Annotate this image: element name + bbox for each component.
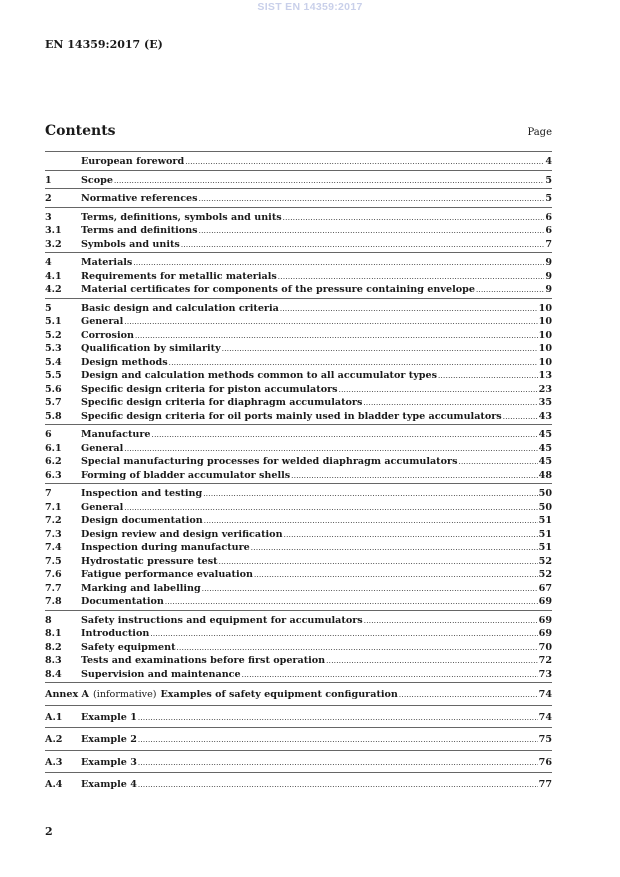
toc-entry-title: Design and calculation methods common to all accumulator types <box>81 370 437 381</box>
toc-entry[interactable] <box>45 733 552 747</box>
toc-entry-number: 3.2 <box>45 238 62 250</box>
toc-section <box>45 483 552 610</box>
toc-entry[interactable] <box>45 342 552 356</box>
toc-entry-title: Specific design criteria for oil ports mainly used in bladder type accumulators <box>81 410 502 422</box>
toc-leader-dots <box>199 193 545 207</box>
toc-entry-number: 5.8 <box>45 410 62 422</box>
toc-leader-dots <box>138 712 538 726</box>
toc-section <box>45 151 552 170</box>
toc-leader-dots <box>177 642 538 656</box>
toc-entry-number: 3.1 <box>45 225 62 236</box>
toc-entry-number: 5.7 <box>45 397 62 408</box>
toc-entry-page: 74 <box>538 689 552 700</box>
toc-entry-page: 45 <box>538 442 552 454</box>
toc-entry-title: Design review and design verification <box>81 528 283 540</box>
toc-entry[interactable] <box>45 270 552 284</box>
toc-entry-page: 51 <box>538 528 552 540</box>
toc-entry-page: 52 <box>538 555 552 567</box>
toc-entry-page: 69 <box>538 628 552 639</box>
toc-entry-number: 7.3 <box>45 528 62 540</box>
toc-entry-number: 6 <box>45 429 52 440</box>
toc-entry[interactable] <box>45 568 552 582</box>
toc-leader-dots <box>199 225 545 239</box>
toc-leader-dots <box>364 615 538 629</box>
toc-leader-dots <box>138 757 538 771</box>
toc-entry-page: 67 <box>538 582 552 594</box>
toc-section <box>45 207 552 253</box>
toc-entry-page: 10 <box>538 302 552 314</box>
toc-entry-title: Design methods <box>81 356 168 368</box>
toc-entry-title: Inspection and testing <box>81 488 203 499</box>
toc-entry-title: Safety instructions and equipment for accumulators <box>81 614 363 626</box>
toc-entry[interactable] <box>45 428 552 442</box>
toc-leader-dots <box>339 384 538 398</box>
toc-entry-number: 8 <box>45 614 52 626</box>
toc-entry-title: Scope <box>81 174 113 186</box>
toc-section <box>45 727 552 750</box>
toc-leader-dots <box>399 689 538 703</box>
toc-entry-page: 5 <box>545 174 552 186</box>
page-number: 2 <box>45 825 53 838</box>
toc-entry-page: 77 <box>538 779 552 790</box>
toc-leader-dots <box>476 284 544 298</box>
toc-entry-number: 6.1 <box>45 442 62 454</box>
toc-entry-title: Documentation <box>81 596 164 607</box>
toc-entry-number: 8.3 <box>45 655 62 666</box>
toc-entry[interactable] <box>45 469 552 483</box>
toc-entry-number: 1 <box>45 174 52 186</box>
toc-leader-dots <box>219 556 538 570</box>
toc-entry-title: Basic design and calculation criteria <box>81 302 279 314</box>
toc-leader-dots <box>138 779 538 793</box>
toc-entry-title: Requirements for metallic materials <box>81 270 277 282</box>
toc-entry[interactable] <box>45 369 552 383</box>
toc-entry[interactable] <box>45 487 552 501</box>
toc-entry-title: Normative references <box>81 193 198 204</box>
toc-section <box>45 188 552 207</box>
toc-leader-dots <box>278 271 545 285</box>
toc-entry-number: 4.1 <box>45 270 62 282</box>
toc-entry-title: Marking and labelling <box>81 582 201 594</box>
toc-entry-number: 7.6 <box>45 569 62 580</box>
toc-entry-title: Introduction <box>81 628 150 639</box>
toc-section <box>45 170 552 189</box>
toc-entry-page: 4 <box>545 156 552 167</box>
toc-entry-page: 43 <box>538 410 552 422</box>
toc-entry-title: Example 3 <box>81 756 137 768</box>
watermark: SIST EN 14359:2017 <box>257 1 363 13</box>
toc-entry-page: 72 <box>538 655 552 666</box>
toc-entry[interactable] <box>45 778 552 792</box>
toc-leader-dots <box>124 502 537 516</box>
toc-entry-number: 5.5 <box>45 370 62 381</box>
toc-entry-title: Qualification by similarity <box>81 343 221 354</box>
toc-entry-page: 52 <box>538 569 552 580</box>
toc-entry[interactable] <box>45 756 552 770</box>
toc-leader-dots <box>185 156 544 170</box>
toc-entry-page: 51 <box>538 515 552 526</box>
toc-entry-title: Example 4 <box>81 779 137 790</box>
toc-leader-dots <box>169 357 538 371</box>
toc-entry-page: 6 <box>545 225 552 236</box>
toc-leader-dots <box>165 596 538 610</box>
toc-leader-dots <box>242 669 538 683</box>
toc-entry-number: 5.1 <box>45 316 62 327</box>
toc-leader-dots <box>503 411 538 425</box>
toc-entry-page: 69 <box>538 596 552 607</box>
toc-leader-dots <box>280 303 538 317</box>
toc-entry-number: 7 <box>45 488 52 499</box>
table-of-contents <box>45 151 552 795</box>
toc-entry-title: Design documentation <box>81 515 203 526</box>
toc-leader-dots <box>124 316 537 330</box>
toc-leader-dots <box>363 397 537 411</box>
toc-entry[interactable] <box>45 614 552 628</box>
toc-entry-page: 75 <box>538 734 552 745</box>
toc-entry[interactable] <box>45 528 552 542</box>
toc-entry[interactable] <box>45 174 552 188</box>
toc-entry-number: 3 <box>45 211 52 223</box>
toc-entry[interactable] <box>45 192 552 206</box>
toc-entry-title: Material certificates for components of the pressure containing envelope <box>81 284 475 295</box>
document-reference: EN 14359:2017 (E) <box>45 38 163 51</box>
toc-entry-title: Tests and examinations before first operation <box>81 655 326 666</box>
toc-entry-page: 48 <box>538 469 552 481</box>
toc-entry[interactable] <box>45 654 552 668</box>
toc-entry-page: 5 <box>545 193 552 204</box>
toc-entry-title: Fatigue performance evaluation <box>81 569 253 580</box>
toc-leader-dots <box>284 529 538 543</box>
toc-entry-title: General <box>81 442 124 454</box>
toc-entry[interactable] <box>45 711 552 725</box>
toc-leader-dots <box>222 343 538 357</box>
toc-entry-number: 7.7 <box>45 582 62 594</box>
toc-entry[interactable] <box>45 442 552 456</box>
toc-entry[interactable] <box>45 283 552 297</box>
toc-entry[interactable] <box>45 668 552 682</box>
toc-entry[interactable] <box>45 688 552 702</box>
toc-section <box>45 424 552 483</box>
toc-leader-dots <box>150 628 537 642</box>
toc-entry-number: 6.3 <box>45 469 62 481</box>
toc-section <box>45 252 552 298</box>
toc-section <box>45 682 552 705</box>
toc-entry-number: 7.2 <box>45 515 62 526</box>
toc-entry[interactable] <box>45 329 552 343</box>
toc-entry-page: 13 <box>538 370 552 381</box>
toc-entry[interactable] <box>45 302 552 316</box>
toc-entry[interactable] <box>45 396 552 410</box>
toc-entry-page: 74 <box>538 711 552 723</box>
toc-entry-page: 45 <box>538 456 552 467</box>
toc-leader-dots <box>291 470 537 484</box>
toc-entry-number: 4 <box>45 257 52 268</box>
toc-entry-number: 7.4 <box>45 542 62 553</box>
toc-entry[interactable] <box>45 256 552 270</box>
toc-entry-number: 8.1 <box>45 628 62 639</box>
contents-heading: Contents <box>45 123 116 139</box>
toc-entry-title: Special manufacturing processes for welded diaphragm accumulators <box>81 456 458 467</box>
toc-entry-page: 9 <box>545 284 552 295</box>
toc-entry-title: Terms, definitions, symbols and units <box>81 211 282 223</box>
toc-entry-page: 7 <box>545 238 552 250</box>
toc-entry-page: 45 <box>538 429 552 440</box>
toc-entry-title: Example 2 <box>81 734 137 745</box>
toc-entry-title: Forming of bladder accumulator shells <box>81 469 291 481</box>
toc-entry-title: Hydrostatic pressure test <box>81 555 218 567</box>
toc-entry-page: 69 <box>538 614 552 626</box>
toc-entry-title: Specific design criteria for diaphragm accumulators <box>81 397 363 408</box>
toc-entry-number: A.1 <box>45 711 63 723</box>
toc-entry-number: 8.4 <box>45 668 62 680</box>
toc-entry-title: Supervision and maintenance <box>81 668 241 680</box>
toc-leader-dots <box>181 239 544 253</box>
toc-entry-page: 50 <box>538 488 552 499</box>
toc-entry-number: 4.2 <box>45 284 62 295</box>
toc-entry-number: A.2 <box>45 734 63 745</box>
toc-section <box>45 750 552 773</box>
toc-entry-title: General <box>81 501 124 513</box>
toc-entry-number: 7.5 <box>45 555 62 567</box>
toc-entry-number: A.4 <box>45 779 63 790</box>
toc-entry[interactable] <box>45 555 552 569</box>
toc-entry-page: 70 <box>538 641 552 653</box>
toc-entry-page: 23 <box>538 383 552 395</box>
toc-entry[interactable] <box>45 514 552 528</box>
toc-entry[interactable] <box>45 383 552 397</box>
toc-entry-number: A.3 <box>45 756 63 768</box>
toc-leader-dots <box>283 212 545 226</box>
toc-entry-page: 9 <box>545 270 552 282</box>
toc-entry-number: 5.4 <box>45 356 62 368</box>
toc-entry-title: Examples of safety equipment configuration <box>160 689 398 700</box>
toc-entry-number: 5.2 <box>45 329 62 341</box>
toc-entry-title: Safety equipment <box>81 641 176 653</box>
toc-entry-number: 8.2 <box>45 641 62 653</box>
toc-entry-title: Inspection during manufacture <box>81 542 250 553</box>
toc-entry[interactable] <box>45 155 552 169</box>
toc-leader-dots <box>458 456 537 470</box>
toc-entry[interactable] <box>45 224 552 238</box>
toc-entry-title: General <box>81 316 124 327</box>
toc-entry-number: 2 <box>45 193 52 204</box>
toc-entry-page: 10 <box>538 356 552 368</box>
toc-entry-page: 10 <box>538 316 552 327</box>
toc-leader-dots <box>254 569 538 583</box>
toc-entry[interactable] <box>45 501 552 515</box>
toc-entry-title: Manufacture <box>81 429 151 440</box>
toc-section <box>45 772 552 795</box>
toc-entry[interactable] <box>45 595 552 609</box>
toc-entry-title: Specific design criteria for piston accumulators <box>81 383 338 395</box>
toc-leader-dots <box>202 583 538 597</box>
toc-entry-page: 6 <box>545 211 552 223</box>
toc-leader-dots <box>114 175 544 189</box>
toc-entry[interactable] <box>45 238 552 252</box>
toc-entry[interactable] <box>45 541 552 555</box>
toc-entry-page: 10 <box>538 343 552 354</box>
toc-entry-page: 50 <box>538 501 552 513</box>
toc-section <box>45 298 552 425</box>
toc-section <box>45 610 552 683</box>
toc-leader-dots <box>203 488 537 502</box>
toc-entry-title: European foreword <box>81 156 185 167</box>
toc-entry-title: Example 1 <box>81 711 137 723</box>
toc-leader-dots <box>138 734 538 748</box>
toc-leader-dots <box>133 257 544 271</box>
toc-entry-number: Annex A <box>45 689 90 700</box>
toc-entry-title: Terms and definitions <box>81 225 198 236</box>
toc-entry-number: 7.1 <box>45 501 62 513</box>
toc-entry[interactable] <box>45 582 552 596</box>
toc-leader-dots <box>135 330 538 344</box>
toc-entry[interactable] <box>45 211 552 225</box>
toc-entry-page: 9 <box>545 257 552 268</box>
page-column-label: Page <box>527 127 552 138</box>
toc-entry-page: 51 <box>538 542 552 553</box>
toc-leader-dots <box>438 370 538 384</box>
toc-entry[interactable] <box>45 641 552 655</box>
toc-entry-page: 76 <box>538 756 552 768</box>
toc-entry-title: Corrosion <box>81 329 134 341</box>
toc-leader-dots <box>124 443 537 457</box>
toc-entry[interactable] <box>45 627 552 641</box>
toc-entry-number: 6.2 <box>45 456 62 467</box>
toc-leader-dots <box>326 655 537 669</box>
toc-entry-number: 7.8 <box>45 596 62 607</box>
toc-entry[interactable] <box>45 455 552 469</box>
toc-leader-dots <box>204 515 538 529</box>
toc-entry-page: 35 <box>538 397 552 408</box>
toc-section <box>45 705 552 728</box>
toc-entry-title: Symbols and units <box>81 238 180 250</box>
toc-entry[interactable] <box>45 356 552 370</box>
toc-entry[interactable] <box>45 315 552 329</box>
toc-entry[interactable] <box>45 410 552 424</box>
toc-entry-page: 10 <box>538 329 552 341</box>
toc-annex-note: (informative) <box>93 689 157 700</box>
toc-leader-dots <box>251 542 538 556</box>
toc-entry-number: 5.6 <box>45 383 62 395</box>
toc-entry-number: 5 <box>45 302 52 314</box>
toc-leader-dots <box>152 429 538 443</box>
toc-entry-page: 73 <box>538 668 552 680</box>
toc-entry-title: Materials <box>81 257 133 268</box>
toc-entry-number: 5.3 <box>45 343 62 354</box>
